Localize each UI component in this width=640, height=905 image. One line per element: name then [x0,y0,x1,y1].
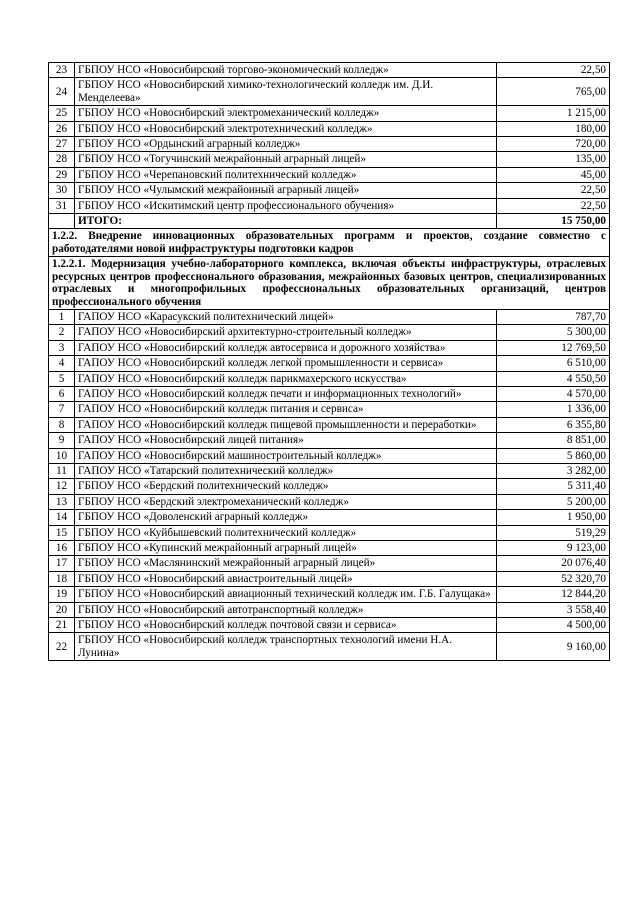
amount-value: 1 336,00 [497,402,610,417]
row-number: 13 [49,494,75,509]
row-number: 19 [49,587,75,602]
total-row [49,214,610,229]
amount-value: 9 123,00 [497,541,610,556]
amount-value: 135,00 [497,152,610,167]
section-heading-row [49,229,610,257]
amount-value: 22,50 [497,63,610,78]
row-number: 29 [49,167,75,182]
row-number: 31 [49,198,75,213]
table-row [49,137,610,152]
organization-name: ГБПОУ НСО «Маслянинский межрайонный аграрный лицей» [75,556,497,571]
row-number: 22 [49,633,75,661]
amount-value: 5 860,00 [497,448,610,463]
organization-name: ГБПОУ НСО «Бердский электромеханический колледж» [75,494,497,509]
row-number: 2 [49,325,75,340]
table-row [49,525,610,540]
organization-name: ГАПОУ НСО «Татарский политехнический колледж» [75,463,497,478]
amount-value: 4 550,50 [497,371,610,386]
amount-value: 519,29 [497,525,610,540]
section-heading-1-2-2: 1.2.2. Внедрение инновационных образовательных программ и проектов, создание совместно с работодателями новой инфраструктуры подготовки кадров [49,229,610,257]
row-number: 9 [49,433,75,448]
table-row [49,309,610,324]
table-row [49,63,610,78]
table-row [49,587,610,602]
amount-value: 45,00 [497,167,610,182]
amount-value: 787,70 [497,309,610,324]
amount-value: 1 950,00 [497,510,610,525]
row-number: 30 [49,183,75,198]
amount-value: 4 570,00 [497,386,610,401]
organization-name: ГАПОУ НСО «Новосибирский лицей питания» [75,433,497,448]
organization-name: ГБПОУ НСО «Купинский межрайонный аграрный лицей» [75,541,497,556]
table-row [49,494,610,509]
subsection-heading-row [49,257,610,310]
table-row [49,602,610,617]
organization-name: ГБПОУ НСО «Черепановский политехнический колледж» [75,167,497,182]
section-heading-1-2-2-1: 1.2.2.1. Модернизация учебно-лабораторного комплекса, включая объекты инфраструктуры, отраслевых ресурсных центров профессионального образования, межрайонных базовых центров, специализированных отраслевых и многопрофильных профессиональных образовательных организаций, центров профессионального обучения [49,257,610,310]
table-row [49,433,610,448]
amount-value: 6 355,80 [497,417,610,432]
amount-value: 720,00 [497,137,610,152]
organization-name: ГАПОУ НСО «Новосибирский колледж печати и информационных технологий» [75,386,497,401]
row-number: 6 [49,386,75,401]
amount-value: 6 510,00 [497,356,610,371]
organization-name: ГБПОУ НСО «Новосибирский химико-технологический колледж им. Д.И. Менделеева» [75,78,497,106]
row-number: 24 [49,78,75,106]
row-number: 26 [49,121,75,136]
amount-value: 20 076,40 [497,556,610,571]
table-row [49,618,610,633]
amount-value: 22,50 [497,183,610,198]
table-row [49,571,610,586]
organization-name: ГБПОУ НСО «Искитимский центр профессионального обучения» [75,198,497,213]
table-row [49,479,610,494]
organization-name: ГБПОУ НСО «Новосибирский авиастроительный лицей» [75,571,497,586]
row-number: 20 [49,602,75,617]
organization-name: ГБПОУ НСО «Бердский политехнический колледж» [75,479,497,494]
organization-name: ГАПОУ НСО «Новосибирский колледж легкой промышленности и сервиса» [75,356,497,371]
table-row [49,183,610,198]
row-number: 14 [49,510,75,525]
table-row [49,556,610,571]
amount-value: 1 215,00 [497,106,610,121]
table-row [49,121,610,136]
table-row [49,325,610,340]
table-row [49,167,610,182]
amount-value: 3 282,00 [497,463,610,478]
row-number: 15 [49,525,75,540]
table-row [49,402,610,417]
table-row [49,448,610,463]
organization-name: ГБПОУ НСО «Новосибирский авиационный технический колледж им. Г.Б. Галущака» [75,587,497,602]
organization-name: ГБПОУ НСО «Доволенский аграрный колледж» [75,510,497,525]
organization-name: ГАПОУ НСО «Карасукский политехнический лицей» [75,309,497,324]
amount-value: 9 160,00 [497,633,610,661]
amount-value: 5 300,00 [497,325,610,340]
organization-name: ГБПОУ НСО «Новосибирский электромеханический колледж» [75,106,497,121]
table-row [49,340,610,355]
organization-name: ГАПОУ НСО «Новосибирский колледж парикмахерского искусства» [75,371,497,386]
table-row [49,386,610,401]
table-row [49,510,610,525]
total-value: 15 750,00 [497,214,610,229]
amount-value: 22,50 [497,198,610,213]
amount-value: 5 311,40 [497,479,610,494]
organization-name: ГБПОУ НСО «Ордынский аграрный колледж» [75,137,497,152]
amount-value: 12 844,20 [497,587,610,602]
row-number: 27 [49,137,75,152]
table-row [49,633,610,661]
organization-name: ГБПОУ НСО «Чулымский межрайоиный аграрный лицей» [75,183,497,198]
organization-name: ГБПОУ НСО «Тогучинский межрайонный аграрный лицей» [75,152,497,167]
total-num-cell [49,214,75,229]
amount-value: 52 320,70 [497,571,610,586]
row-number: 4 [49,356,75,371]
row-number: 12 [49,479,75,494]
organization-name: ГБПОУ НСО «Новосибирский автотранспортный колледж» [75,602,497,617]
row-number: 11 [49,463,75,478]
amount-value: 180,00 [497,121,610,136]
table-row [49,371,610,386]
organization-name: ГБПОУ НСО «Новосибирский колледж почтовой связи и сервиса» [75,618,497,633]
row-number: 17 [49,556,75,571]
table-row [49,541,610,556]
amount-value: 3 558,40 [497,602,610,617]
table-row [49,463,610,478]
table-row [49,198,610,213]
row-number: 1 [49,309,75,324]
amount-value: 12 769,50 [497,340,610,355]
organization-name: ГБПОУ НСО «Куйбышевский политехнический колледж» [75,525,497,540]
row-number: 8 [49,417,75,432]
row-number: 25 [49,106,75,121]
amount-value: 4 500,00 [497,618,610,633]
row-number: 28 [49,152,75,167]
total-label: ИТОГО: [75,214,497,229]
table-row [49,356,610,371]
table-row [49,152,610,167]
organization-name: ГАПОУ НСО «Новосибирский архитектурно-строительный колледж» [75,325,497,340]
amount-value: 765,00 [497,78,610,106]
row-number: 3 [49,340,75,355]
table-row [49,417,610,432]
table-row [49,78,610,106]
organization-name: ГАПОУ НСО «Новосибирский машиностроительный колледж» [75,448,497,463]
row-number: 21 [49,618,75,633]
organization-name: ГБПОУ НСО «Новосибирский электротехнический колледж» [75,121,497,136]
row-number: 7 [49,402,75,417]
row-number: 18 [49,571,75,586]
row-number: 5 [49,371,75,386]
organization-name: ГБПОУ НСО «Новосибирский торгово-экономический колледж» [75,63,497,78]
organization-name: ГАПОУ НСО «Новосибирский колледж пищевой промышленности и переработки» [75,417,497,432]
row-number: 23 [49,63,75,78]
row-number: 10 [49,448,75,463]
organization-name: ГБПОУ НСО «Новосибирский колледж транспортных технологий имени Н.А. Лунина» [75,633,497,661]
table-row [49,106,610,121]
funding-table [48,62,610,661]
amount-value: 5 200,00 [497,494,610,509]
amount-value: 8 851,00 [497,433,610,448]
row-number: 16 [49,541,75,556]
organization-name: ГАПОУ НСО «Новосибирский колледж питания и сервиса» [75,402,497,417]
organization-name: ГАПОУ НСО «Новосибирский колледж автосервиса и дорожного хозяйства» [75,340,497,355]
